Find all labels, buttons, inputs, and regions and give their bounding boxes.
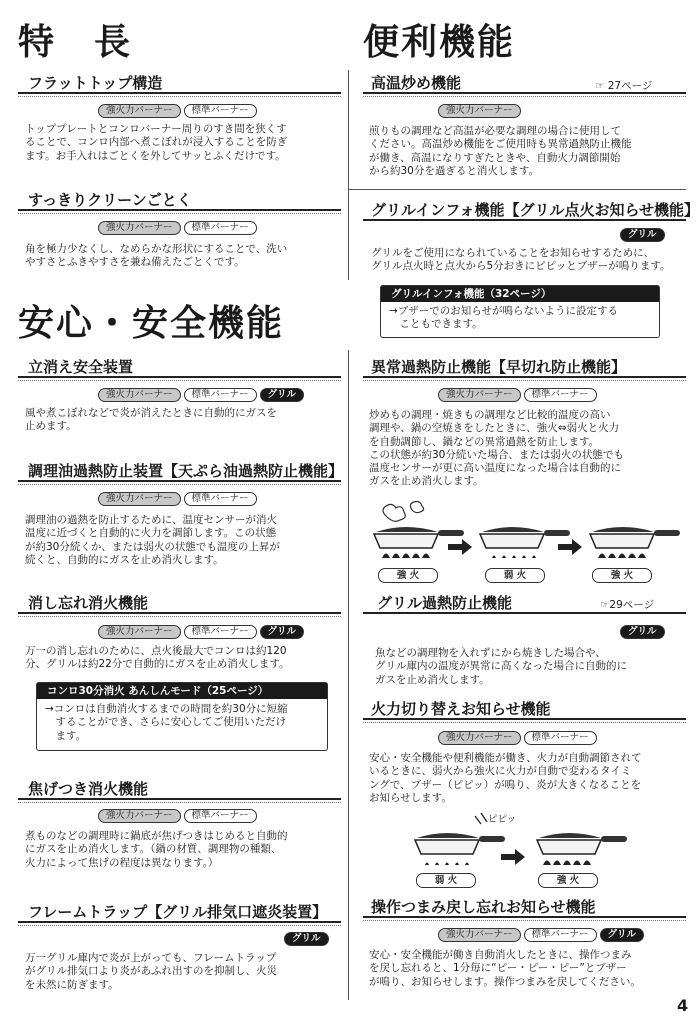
flame-icon: [543, 861, 591, 866]
pan-icon: [537, 833, 627, 854]
tag-strong-burner: 強火力バーナー: [98, 625, 181, 639]
heading-convenience: 便利機能: [363, 22, 516, 63]
section-underline: [18, 798, 341, 800]
section-underline: [18, 92, 341, 94]
pan-icon: [590, 527, 680, 548]
tag-group: [438, 731, 597, 745]
info-box-grill-info: [380, 285, 660, 338]
section-underline: [18, 209, 341, 211]
section-body: 角を極力少なくし、なめらかな形状にすることで、洗い やすさとふきやすさを兼ね備えたごとくです。: [25, 243, 288, 269]
info-box-title: グリルインフォ機能（32ページ）: [381, 286, 659, 302]
tag-group: [438, 928, 644, 942]
label-strong-fire: 強 火: [538, 873, 598, 888]
buzzer-sound-text: ピピッ: [488, 814, 517, 825]
tag-strong-burner: 強火力バーナー: [438, 731, 521, 745]
page-ref-27: ☞ 27ページ: [595, 80, 653, 92]
pan-illustration-strong-weak-strong: [368, 496, 688, 566]
section-title-grill-info: グリルインフォ機能【グリル点火お知らせ機能】: [371, 201, 700, 219]
section-body: 万一の消し忘れのために、点火後最大でコンロは約120 分、グリルは約22分で自動的にガスを止め消火します。: [25, 645, 290, 671]
tag-standard-burner: 標準バーナー: [184, 809, 257, 823]
section-title-oil-overheat: 調理油過熱防止装置【天ぷら油過熱防止機能】: [28, 462, 344, 480]
section-body: 調理油の過熱を防止するために、温度センサーが消火 温度に近づくと自動的に火力を調節します。この状態 が約30分続くか、または弱火の状態でも温度の上昇が 続くと、自動的にガスを止め消火します。: [25, 514, 280, 566]
section-underline: [363, 718, 686, 720]
dotted-rule: [18, 484, 341, 485]
flame-icon: [382, 554, 430, 559]
section-body: 安心・安全機能や便利機能が働き、火力が自動調節されて いるときに、弱火から強火に火力が自動で変わるタイミ ングで、ブザー（ピピッ）が鳴り、炎が大きくなることを お知らせします。: [369, 752, 642, 804]
steam-icon: [383, 502, 424, 522]
label-weak-fire: 弱 火: [485, 568, 545, 583]
tag-group: [98, 221, 257, 235]
pan-icon: [480, 527, 570, 548]
section-body: 安心・安全機能が働き自動消火したときに、操作つまみ を戻し忘れると、1分毎に“ピー・ピー・ピー”とブザー が鳴り、お知らせします。操作つまみを戻してください。: [369, 949, 641, 988]
tag-grill: グリル: [620, 625, 665, 639]
dotted-rule: [363, 722, 686, 723]
dotted-rule: [363, 96, 686, 97]
tag-standard-burner: 標準バーナー: [184, 221, 257, 235]
tag-group: [284, 932, 329, 946]
section-underline: [363, 219, 686, 221]
label-strong-fire: 強 火: [592, 568, 652, 583]
section-body: 魚などの調理物を入れずにから焼きした場合や、 グリル庫内の温度が異常に高くなった場合に自動的に ガスを止め消火します。: [375, 647, 627, 686]
tag-standard-burner: 標準バーナー: [524, 388, 597, 402]
dotted-rule: [18, 616, 341, 617]
section-underline: [363, 376, 686, 378]
tag-standard-burner: 標準バーナー: [524, 928, 597, 942]
tag-group: [98, 492, 257, 506]
section-underline: [363, 916, 686, 918]
section-underline: [18, 480, 341, 482]
dotted-rule: [18, 213, 341, 214]
tag-grill: グリル: [620, 228, 665, 242]
tag-group: [438, 104, 521, 118]
section-title-forget-off: 消し忘れ消火機能: [28, 594, 149, 612]
page-number: 4: [677, 996, 689, 1015]
section-body: 煮ものなどの調理時に鍋底が焦げつきはじめると自動的 にガスを止め消火します。（鍋の材質、調理物の種類、 火力によって焦げの程度は異なります。）: [25, 830, 288, 869]
tag-group: [98, 104, 257, 118]
dotted-rule: [363, 920, 686, 921]
tag-strong-burner: 強火力バーナー: [98, 104, 181, 118]
column-divider: [348, 70, 349, 280]
section-separator: [348, 189, 686, 190]
dotted-rule: [18, 380, 341, 381]
heading-features: 特 長: [18, 22, 133, 63]
section-body: 煎りもの調理など高温が必要な調理の場合に使用して ください。高温炒め機能をご使用時も異常過熱防止機能 が働き、高温になりすぎたときや、自動火力調節開始 から約30分を過ぎると消火します。: [369, 125, 632, 177]
dotted-rule: [18, 96, 341, 97]
tag-strong-burner: 強火力バーナー: [98, 492, 181, 506]
column-divider: [348, 350, 349, 1000]
arrow-right-icon: [501, 849, 525, 865]
dotted-rule: [18, 802, 341, 803]
tag-standard-burner: 標準バーナー: [184, 104, 257, 118]
tag-strong-burner: 強火力バーナー: [98, 388, 181, 402]
section-underline: [18, 376, 341, 378]
tag-strong-burner: 強火力バーナー: [438, 104, 521, 118]
tag-strong-burner: 強火力バーナー: [98, 221, 181, 235]
section-title-high-temp: 高温炒め機能: [371, 74, 462, 92]
section-body: 風や煮こぼれなどで炎が消えたときに自動的にガスを 止めます。: [25, 407, 277, 433]
sound-lines-icon: [475, 813, 487, 824]
flame-icon: [598, 554, 646, 559]
section-title-abnormal-overheat: 異常過熱防止機能【早切れ防止機能】: [371, 358, 627, 376]
section-title-knob-return: 操作つまみ戻し忘れお知らせ機能: [371, 898, 596, 916]
tag-standard-burner: 標準バーナー: [184, 625, 257, 639]
label-weak-fire: 弱 火: [416, 873, 476, 888]
tag-grill: グリル: [260, 388, 305, 402]
tag-standard-burner: 標準バーナー: [184, 388, 257, 402]
heading-safety: 安心・安全機能: [18, 303, 285, 344]
section-body: 万一グリル庫内で炎が上がっても、フレームトラップ がグリル排気口より炎があふれ出すのを抑制し、火災 を未然に防ぎます。: [25, 952, 277, 991]
tag-strong-burner: 強火力バーナー: [98, 809, 181, 823]
section-body: 炒めもの調理・焼きもの調理など比較的温度の高い 調理や、鍋の空焼きをしたときに、強火⇔弱火と火力 を自動調節し、鍋などの異常過熱を防止します。 この状態が約30分続いた場合、または弱火の状態でも 温度センサーが更に高い温度になった場合は自動的に ガスを止め消火します。: [369, 409, 624, 488]
flame-icon: [492, 556, 536, 559]
section-underline: [363, 612, 686, 614]
section-title-flame-trap: フレームトラップ【グリル排気口遮炎装置】: [28, 903, 328, 921]
tag-grill: グリル: [284, 932, 329, 946]
pan-illustration-weak-strong: [405, 810, 635, 872]
section-body: グリルをご使用になられていることをお知らせするために、 グリル点火時と点火から5分おきにピピッとブザーが鳴ります。: [371, 247, 671, 273]
pan-icon: [415, 833, 505, 854]
tag-grill: グリル: [600, 928, 645, 942]
section-title-flat-top: フラットトップ構造: [28, 74, 163, 92]
arrow-right-icon: [558, 539, 582, 555]
info-box-anshin-mode: [36, 682, 328, 751]
tag-group: [98, 388, 304, 402]
section-title-grill-overheat: グリル過熱防止機能: [377, 594, 513, 612]
tag-group: [620, 625, 665, 639]
tag-grill: グリル: [260, 625, 305, 639]
section-title-flame-out: 立消え安全装置: [28, 358, 134, 376]
section-underline: [363, 92, 686, 94]
tag-group: [438, 388, 597, 402]
section-underline: [18, 921, 341, 923]
label-strong-fire: 強 火: [378, 568, 438, 583]
info-box-title: コンロ30分消火 あんしんモード（25ページ）: [37, 683, 327, 699]
dotted-rule: [18, 925, 341, 926]
tag-group: [620, 228, 665, 242]
tag-standard-burner: 標準バーナー: [184, 492, 257, 506]
section-title-power-switch: 火力切り替えお知らせ機能: [371, 700, 551, 718]
tag-standard-burner: 標準バーナー: [524, 731, 597, 745]
tag-group: [98, 809, 257, 823]
section-title-scorch: 焦げつき消火機能: [28, 780, 149, 798]
page-ref-29: ☞29ページ: [600, 599, 655, 611]
info-box-body: →ブザーでのお知らせが鳴らないように設定する こともできます。: [389, 305, 618, 331]
tag-strong-burner: 強火力バーナー: [438, 928, 521, 942]
flame-icon: [425, 863, 469, 866]
dotted-rule: [363, 380, 686, 381]
arrow-right-icon: [448, 539, 472, 555]
info-box-body: →コンロは自動消火するまでの時間を約30分に短縮 することができ、さらに安心してご使用いただけ ます。: [45, 703, 288, 742]
tag-group: [98, 625, 304, 639]
section-body: トッププレートとコンロバーナー周りのすき間を狭くす ることで、コンロ内部へ煮こぼれが浸入することを防ぎ ます。お手入れはごとくを外してサッとふくだけです。: [25, 123, 288, 162]
section-underline: [18, 612, 341, 614]
tag-strong-burner: 強火力バーナー: [438, 388, 521, 402]
section-title-clean-gotoku: すっきりクリーンごとく: [28, 191, 192, 209]
